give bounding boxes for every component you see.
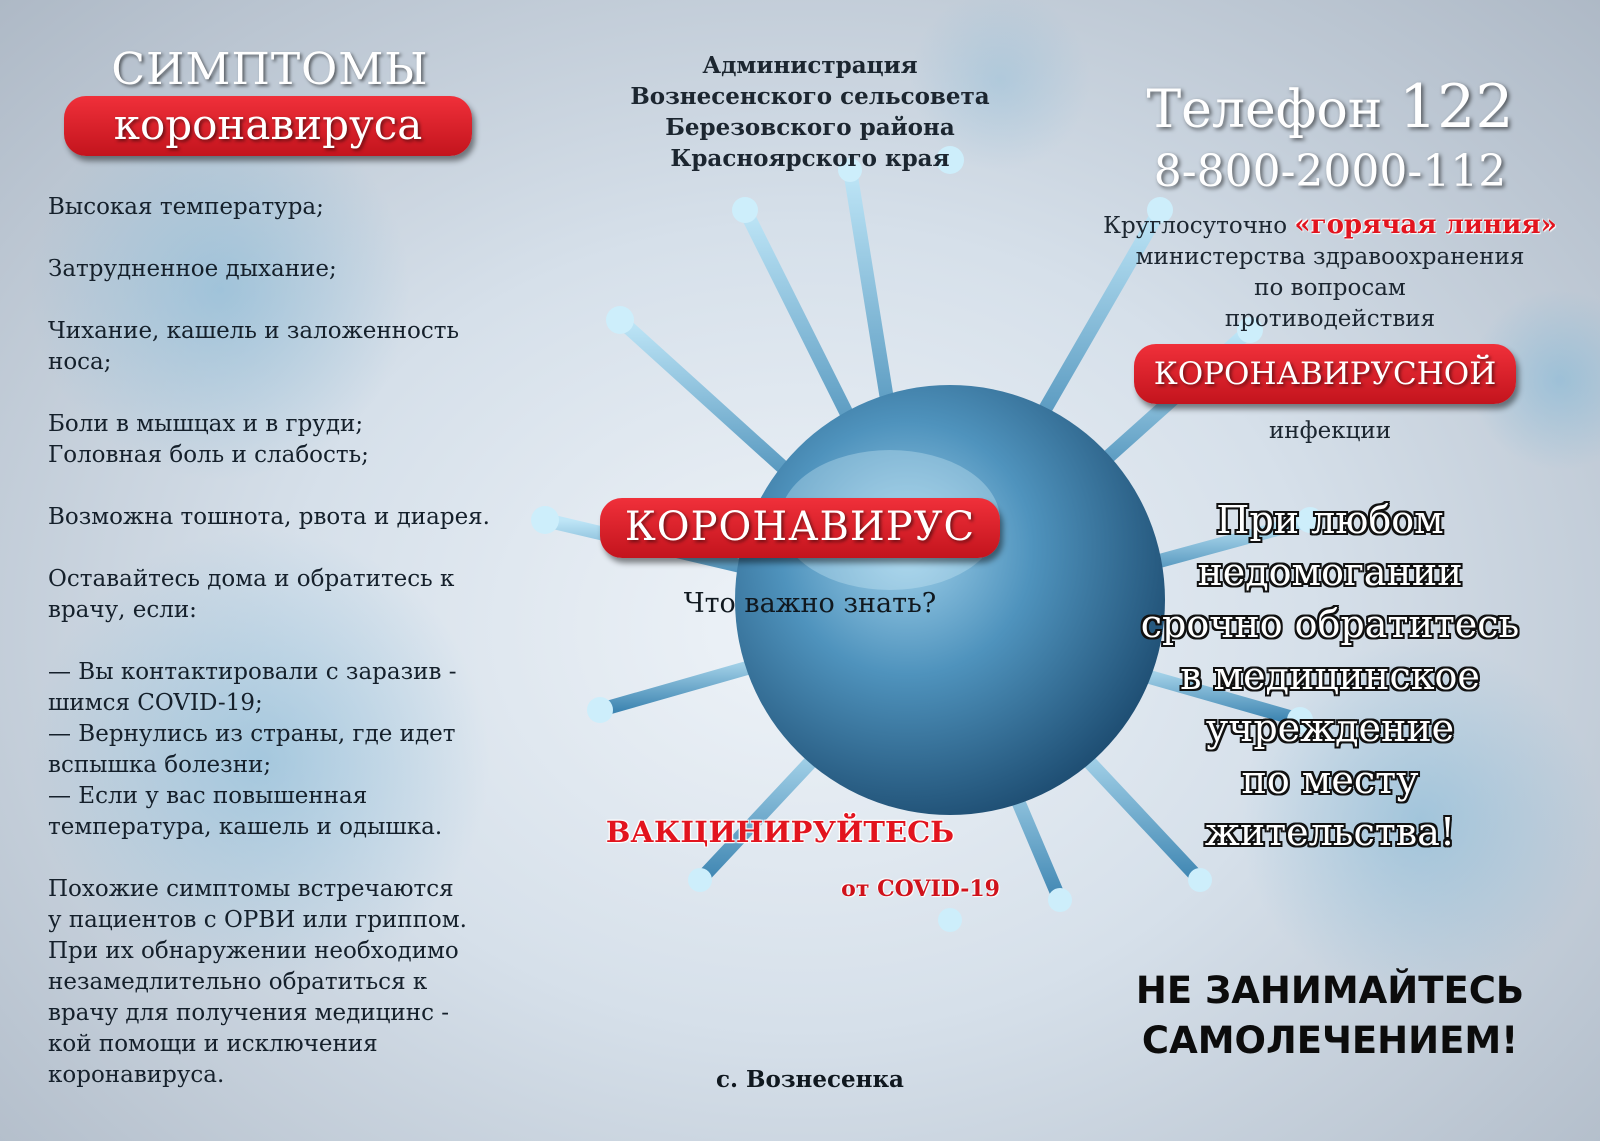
symptoms-subtitle-badge: коронавируса xyxy=(64,96,472,156)
administration-heading: Администрация Вознесенского сельсовета Березовского района Красноярского края xyxy=(630,52,990,172)
symptoms-list xyxy=(48,192,548,1122)
list-item: Оставайтесь дома и обратитесь к врачу, если: xyxy=(48,566,455,623)
list-item: Боли в мышцах и в груди; Головная боль и слабость; xyxy=(48,411,369,468)
main-title-badge: КОРОНАВИРУС xyxy=(600,498,1000,558)
question-subtitle: Что важно знать? xyxy=(683,588,937,619)
village-name: с. Вознесенка xyxy=(716,1066,904,1093)
symptoms-panel xyxy=(0,0,560,1141)
vaccinate-callout: ВАКЦИНИРУЙТЕСЬ xyxy=(605,815,955,849)
list-item: Возможна тошнота, рвота и диарея. xyxy=(48,504,490,530)
hotline-highlight: «горячая линия» xyxy=(1294,210,1557,240)
phone-long-number: 8-800-2000-112 xyxy=(1153,146,1507,197)
list-item: Затрудненное дыхание; xyxy=(48,256,337,282)
symptoms-title: СИМПТОМЫ xyxy=(111,44,429,95)
hotline-panel xyxy=(1060,0,1600,1141)
vaccinate-subtitle: от COVID-19 xyxy=(841,876,1000,902)
self-treatment-warning: НЕ ЗАНИМАЙТЕСЬ САМОЛЕЧЕНИЕМ! xyxy=(1135,969,1525,1062)
phone-short-number: 122 xyxy=(1398,72,1514,142)
list-item: Похожие симптомы встречаются у пациентов с ОРВИ или гриппом. При их обнаружении необходимо незамедлительно обратиться к врачу для получения медицинс - кой помощи и исключения коронавируса. xyxy=(48,876,467,1088)
phone-label: Телефон xyxy=(1146,80,1383,140)
infections-label: инфекции xyxy=(1268,418,1392,444)
hotline-prefix: Круглосуточно xyxy=(1103,213,1288,239)
cover-panel xyxy=(560,0,1060,1141)
hotline-description xyxy=(1060,210,1600,335)
phone-short-line xyxy=(1100,72,1560,142)
hotline-rest: министерства здравоохранения по вопросам противодействия xyxy=(1135,244,1525,332)
list-item: Высокая температура; xyxy=(48,194,324,220)
list-item: Чихание, кашель и заложенность носа; xyxy=(48,318,459,375)
appeal-message: При любом недомогании срочно обратитесь в медицинское учреждение по месту жительства! xyxy=(1140,498,1520,854)
list-item: — Вы контактировали с заразив - шимся COVID-19; — Вернулись из страны, где идет вспышка болезни; — Если у вас повышенная температура, кашель и одышка. xyxy=(48,659,457,840)
infection-badge: КОРОНАВИРУСНОЙ xyxy=(1134,344,1516,404)
